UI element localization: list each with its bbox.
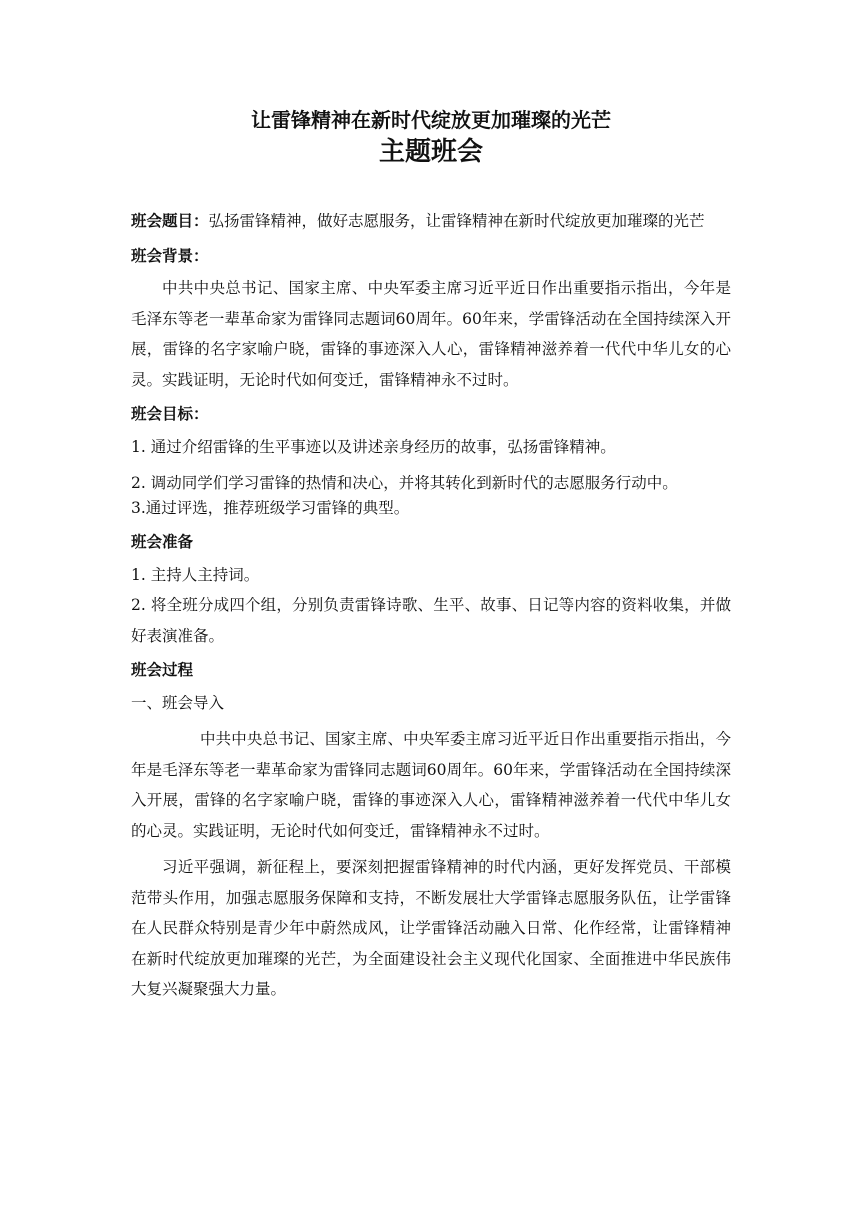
background-text: 中共中央总书记、国家主席、中央军委主席习近平近日作出重要指示指出，今年是毛泽东等老一辈革命家为雷锋同志题词60周年。60年来，学雷锋活动在全国持续深入开展，雷锋的名字家喻户晓，雷锋的事迹深入人心，雷锋精神滋养着一代代中华儿女的心灵。实践证明，无论时代如何变迁，雷锋精神永不过时。 <box>131 279 731 389</box>
topic-paragraph <box>131 206 731 237</box>
document-body <box>131 106 731 1005</box>
goals-heading: 班会目标： <box>131 405 209 423</box>
preparation-item-2: 2. 将全班分成四个组，分别负责雷锋诗歌、生平、故事、日记等内容的资料收集，并做好表演准备。 <box>131 596 731 645</box>
goal-item-3: 3.通过评选，推荐班级学习雷锋的典型。 <box>131 498 410 517</box>
document-subtitle: 主题班会 <box>378 137 483 167</box>
preparation-item-1: 1. 主持人主持词。 <box>131 565 260 584</box>
goal-item-1: 1. 通过介绍雷锋的生平事迹以及讲述亲身经历的故事，弘扬雷锋精神。 <box>131 437 616 456</box>
goal-item-2: 2. 调动同学们学习雷锋的热情和决心，并将其转化到新时代的志愿服务行动中。 <box>131 474 678 492</box>
document-title: 让雷锋精神在新时代绽放更加璀璨的光芒 <box>251 108 611 132</box>
background-heading: 班会背景： <box>131 246 209 265</box>
topic-text: 弘扬雷锋精神，做好志愿服务，让雷锋精神在新时代绽放更加璀璨的光芒 <box>208 212 705 230</box>
preparation-heading: 班会准备 <box>131 533 194 551</box>
process-heading: 班会过程 <box>131 661 194 679</box>
process-paragraph-1: 中共中央总书记、国家主席、中央军委主席习近平近日作出重要指示指出，今年是毛泽东等老一辈革命家为雷锋同志题词60周年。60年来，学雷锋活动在全国持续深入开展，雷锋的名字家喻户晓，雷锋的事迹深入人心，雷锋精神滋养着一代代中华儿女的心灵。实践证明，无论时代如何变迁，雷锋精神永不过时。 <box>131 730 731 840</box>
process-section1-heading: 一、班会导入 <box>131 693 225 712</box>
topic-label: 班会题目： <box>131 212 209 230</box>
process-paragraph-2: 习近平强调，新征程上，要深刻把握雷锋精神的时代内涵，更好发挥党员、干部模范带头作用，加强志愿服务保障和支持，不断发展壮大学雷锋志愿服务队伍，让学雷锋在人民群众特别是青少年中蔚然成风，让学雷锋活动融入日常、化作经常，让雷锋精神在新时代绽放更加璀璨的光芒，为全面建设社会主义现代化国家、全面推进中华民族伟大复兴凝聚强大力量。 <box>131 858 731 998</box>
